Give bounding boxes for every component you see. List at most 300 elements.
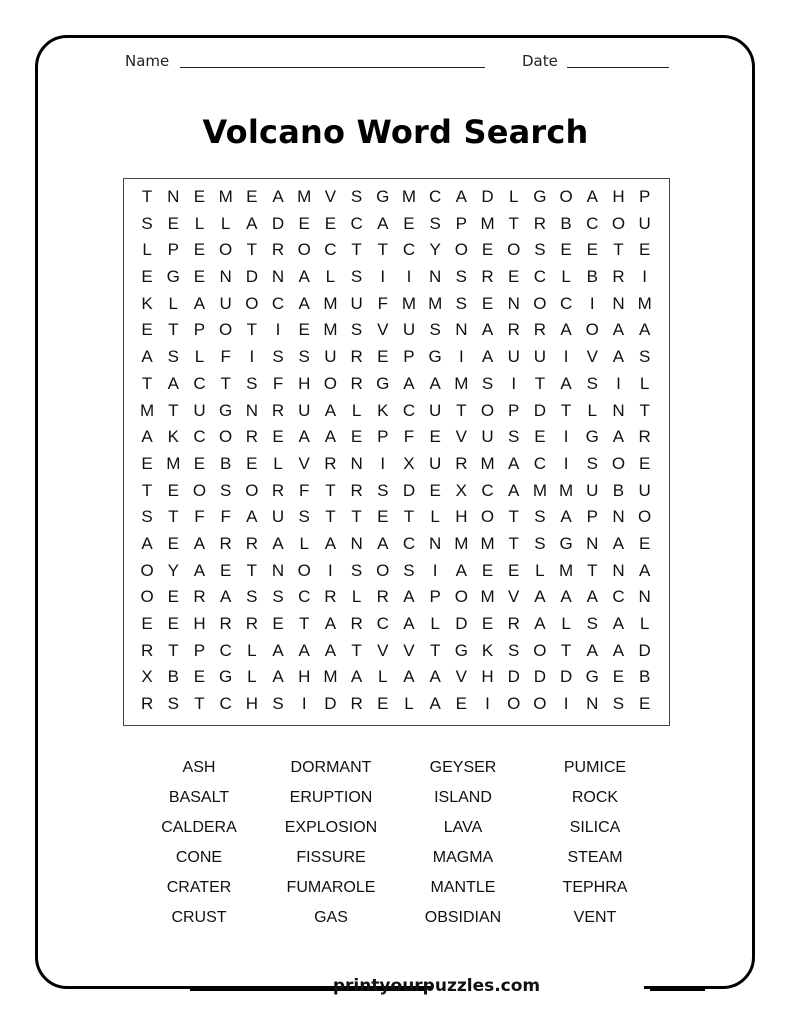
word-bank-item: ASH [182, 759, 216, 776]
grid-letter: L [378, 667, 388, 687]
grid-letter: A [377, 533, 389, 553]
grid-letter: A [246, 507, 258, 527]
grid-letter: V [324, 187, 337, 206]
grid-letter: O [297, 560, 311, 580]
grid-letter: A [586, 587, 598, 607]
grid-letter: T [299, 614, 310, 633]
word-bank-item: TEPHRA [562, 879, 628, 896]
word-bank-item: PUMICE [563, 759, 627, 776]
grid-letter: O [297, 240, 311, 260]
grid-letter: M [454, 533, 469, 553]
grid-letter: H [612, 187, 625, 206]
grid-letter: A [455, 560, 468, 580]
grid-letter: A [481, 320, 494, 340]
grid-letter: M [532, 480, 547, 500]
grid-letter: P [193, 640, 206, 660]
grid-letter: A [508, 453, 520, 473]
grid-letter: C [429, 187, 442, 206]
grid-letter: R [481, 267, 494, 287]
grid-letter: G [533, 187, 547, 206]
grid-letter: A [246, 213, 258, 233]
grid-letter: V [377, 640, 389, 660]
grid-letter: R [350, 347, 363, 367]
grid-letter: E [167, 533, 179, 553]
grid-letter: L [247, 667, 257, 687]
grid-letter: L [561, 267, 571, 287]
grid-letter: A [141, 533, 153, 553]
grid-letter: L [273, 453, 283, 473]
grid-letter: L [639, 373, 650, 393]
grid-letter: S [141, 507, 153, 527]
grid-letter: N [612, 400, 625, 420]
grid-letter: A [403, 587, 415, 607]
grid-letter: I [380, 267, 386, 287]
grid-letter: I [563, 427, 569, 447]
grid-letter: R [638, 427, 651, 447]
grid-letter: D [324, 694, 337, 714]
grid-letter: D [455, 614, 468, 633]
grid-letter: S [272, 587, 284, 607]
word-bank-item: ERUPTION [289, 789, 373, 806]
grid-letter: S [508, 427, 520, 447]
grid-letter: T [508, 507, 519, 527]
grid-letter: N [429, 533, 442, 553]
grid-letter: Y [167, 560, 179, 580]
grid-letter: O [611, 213, 626, 233]
grid-letter: R [271, 240, 285, 260]
grid-letter: N [219, 267, 232, 287]
grid-letter: E [141, 453, 153, 473]
grid-letter: E [246, 187, 258, 206]
grid-letter: F [377, 293, 388, 313]
grid-letter: E [429, 427, 441, 447]
grid-letter: A [508, 480, 520, 500]
grid-letter: R [612, 267, 625, 287]
grid-letter: N [612, 507, 625, 527]
grid-letter: I [563, 453, 569, 473]
grid-letter: P [377, 427, 389, 447]
grid-letter: S [219, 480, 232, 500]
grid-letter: K [167, 427, 179, 447]
grid-letter: D [271, 213, 285, 233]
grid-letter: S [167, 694, 179, 714]
grid-letter: P [193, 320, 206, 340]
grid-letter: C [481, 480, 494, 500]
word-bank-item: LAVA [443, 819, 483, 836]
grid-letter: F [194, 507, 205, 527]
grid-letter: V [403, 640, 415, 660]
grid-letter: G [454, 640, 468, 660]
grid-letter: O [245, 480, 259, 500]
grid-letter: T [508, 213, 519, 233]
grid-letter: R [350, 694, 363, 714]
grid-letter: T [168, 507, 179, 527]
grid-letter: U [402, 320, 416, 340]
grid-letter: S [350, 187, 363, 206]
grid-letter: S [350, 267, 363, 287]
grid-letter: D [533, 400, 547, 420]
grid-letter: C [219, 694, 232, 714]
grid-letter: A [324, 640, 337, 660]
word-bank-item: CRATER [166, 879, 232, 896]
grid-letter: D [402, 480, 416, 500]
grid-letter: T [168, 640, 179, 660]
grid-letter: O [376, 560, 390, 580]
grid-letter: E [193, 453, 206, 473]
grid-letter: A [429, 694, 441, 714]
word-bank-item: FISSURE [296, 849, 366, 866]
grid-letter: B [219, 453, 232, 473]
grid-letter: E [481, 560, 494, 580]
grid-letter: I [642, 267, 648, 287]
grid-letter: C [586, 213, 599, 233]
grid-letter: L [220, 213, 231, 233]
grid-letter: U [429, 400, 442, 420]
grid-letter: S [429, 213, 441, 233]
grid-letter: A [272, 533, 284, 553]
grid-letter: R [245, 533, 258, 553]
grid-letter: A [586, 640, 598, 660]
grid-letter: A [586, 187, 598, 206]
grid-letter: E [350, 427, 363, 447]
grid-letter: R [245, 427, 258, 447]
grid-letter: M [401, 187, 417, 206]
grid-letter: C [402, 400, 416, 420]
grid-letter: A [167, 373, 179, 393]
grid-letter: R [350, 614, 363, 633]
grid-letter: A [638, 560, 651, 580]
grid-letter: I [380, 453, 386, 473]
grid-letter: L [194, 347, 205, 367]
grid-letter: A [193, 533, 206, 553]
word-bank-item: DORMANT [290, 759, 372, 776]
grid-letter: L [194, 213, 205, 233]
grid-letter: V [508, 587, 520, 607]
grid-letter: L [561, 614, 571, 633]
grid-letter: B [586, 267, 598, 287]
grid-letter: T [560, 400, 572, 420]
grid-letter: A [612, 533, 625, 553]
grid-letter: T [168, 400, 179, 420]
grid-letter: S [246, 587, 258, 607]
grid-letter: N [586, 533, 599, 553]
grid-letter: O [507, 694, 521, 714]
grid-letter: I [563, 347, 569, 367]
grid-letter: U [350, 293, 363, 313]
grid-letter: T [560, 640, 572, 660]
grid-letter: M [140, 400, 155, 420]
grid-letter: R [455, 453, 468, 473]
grid-letter: O [638, 507, 652, 527]
grid-letter: M [637, 293, 652, 313]
grid-letter: C [193, 373, 206, 393]
word-bank-item: BASALT [168, 789, 230, 806]
grid-letter: O [611, 453, 626, 473]
grid-letter: F [220, 507, 231, 527]
word-bank-item: EXPLOSION [284, 819, 378, 836]
grid-letter: U [324, 347, 337, 367]
grid-letter: S [534, 507, 546, 527]
grid-letter: R [350, 373, 363, 393]
grid-letter: A [403, 614, 415, 633]
grid-letter: F [299, 480, 310, 500]
grid-letter: V [377, 320, 389, 340]
grid-letter: A [429, 667, 441, 687]
grid-letter: N [271, 560, 285, 580]
date-label: Date [522, 52, 558, 70]
grid-letter: H [481, 667, 494, 687]
grid-letter: R [350, 480, 363, 500]
grid-letter: I [589, 293, 595, 313]
grid-letter: S [272, 694, 284, 714]
grid-letter: E [272, 614, 284, 633]
grid-letter: E [481, 240, 494, 260]
grid-letter: R [219, 533, 232, 553]
grid-letter: O [192, 480, 207, 500]
grid-letter: S [455, 293, 468, 313]
grid-letter: E [193, 187, 206, 206]
grid-letter: G [559, 533, 573, 553]
grid-letter: T [587, 560, 598, 580]
grid-letter: E [481, 614, 494, 633]
grid-letter: E [272, 427, 284, 447]
grid-letter: A [455, 187, 468, 206]
word-bank-item: OBSIDIAN [424, 909, 502, 926]
grid-letter: A [324, 427, 337, 447]
grid-letter: T [246, 560, 258, 580]
grid-letter: M [480, 453, 495, 473]
grid-letter: T [351, 240, 362, 260]
grid-letter: L [404, 694, 414, 714]
grid-letter: A [612, 427, 625, 447]
grid-letter: C [402, 240, 416, 260]
grid-letter: E [141, 614, 153, 633]
grid-letter: E [141, 267, 153, 287]
grid-letter: I [275, 320, 281, 340]
grid-letter: O [454, 240, 468, 260]
grid-letter: A [298, 293, 310, 313]
grid-letter: O [480, 507, 495, 527]
grid-letter: S [298, 347, 310, 367]
grid-letter: V [298, 453, 310, 473]
grid-letter: E [403, 213, 415, 233]
grid-letter: R [193, 587, 206, 607]
word-bank [133, 756, 661, 936]
grid-letter: E [219, 560, 232, 580]
grid-letter: R [324, 453, 337, 473]
grid-letter: S [377, 480, 389, 500]
grid-letter: A [193, 560, 206, 580]
grid-letter: E [638, 453, 651, 473]
grid-letter: M [323, 667, 338, 687]
grid-letter: R [219, 614, 232, 633]
grid-letter: R [140, 694, 154, 714]
grid-letter: C [612, 587, 625, 607]
grid-letter: A [403, 667, 415, 687]
word-bank-item: CRUST [171, 909, 227, 926]
letter-grid [134, 184, 658, 718]
grid-letter: S [298, 507, 310, 527]
grid-letter: R [507, 320, 520, 340]
grid-letter: C [533, 267, 547, 287]
grid-letter: C [271, 293, 285, 313]
grid-letter: H [298, 667, 311, 687]
word-bank-item: MAGMA [432, 849, 494, 866]
grid-letter: A [377, 213, 389, 233]
grid-letter: A [612, 614, 625, 633]
grid-letter: O [140, 560, 154, 580]
grid-letter: O [140, 587, 154, 607]
grid-letter: D [533, 667, 547, 687]
grid-letter: T [613, 240, 624, 260]
grid-letter: L [639, 614, 650, 633]
grid-letter: H [245, 694, 258, 714]
grid-letter: T [456, 400, 467, 420]
grid-letter: A [272, 187, 284, 206]
grid-letter: E [508, 560, 520, 580]
grid-letter: A [272, 667, 284, 687]
grid-letter: E [612, 667, 625, 687]
grid-letter: N [429, 267, 442, 287]
grid-letter: O [219, 427, 233, 447]
grid-letter: L [142, 240, 152, 260]
grid-letter: U [219, 293, 232, 313]
grid-letter: A [141, 347, 153, 367]
grid-letter: A [403, 373, 415, 393]
word-bank-item: CONE [175, 849, 223, 866]
grid-letter: D [559, 667, 573, 687]
grid-letter: A [560, 507, 572, 527]
grid-letter: R [245, 614, 258, 633]
grid-letter: M [323, 320, 338, 340]
word-search-grid [123, 178, 670, 726]
grid-letter: I [458, 347, 464, 367]
grid-letter: K [377, 400, 389, 420]
grid-letter: C [324, 240, 337, 260]
grid-letter: I [432, 560, 438, 580]
grid-letter: I [406, 267, 412, 287]
grid-letter: S [350, 320, 363, 340]
grid-letter: E [508, 267, 520, 287]
grid-letter: S [141, 213, 153, 233]
grid-letter: G [585, 427, 599, 447]
grid-letter: B [167, 667, 179, 687]
grid-letter: B [638, 667, 651, 687]
grid-letter: A [324, 400, 337, 420]
grid-letter: B [612, 480, 625, 500]
grid-letter: C [533, 453, 547, 473]
grid-letter: A [560, 587, 572, 607]
grid-letter: I [485, 694, 490, 714]
grid-letter: Y [429, 240, 441, 260]
grid-letter: U [533, 347, 547, 367]
word-bank-item: GAS [314, 909, 348, 926]
grid-letter: M [297, 187, 312, 206]
grid-letter: N [638, 587, 651, 607]
grid-letter: K [481, 640, 494, 660]
grid-letter: O [559, 187, 573, 206]
grid-letter: A [298, 267, 310, 287]
grid-letter: P [403, 347, 415, 367]
grid-letter: P [167, 240, 179, 260]
grid-letter: I [301, 694, 307, 714]
grid-letter: A [272, 640, 284, 660]
grid-letter: T [639, 400, 650, 420]
grid-letter: O [219, 240, 233, 260]
grid-letter: G [376, 187, 390, 206]
name-label: Name [125, 52, 170, 70]
grid-letter: P [455, 213, 468, 233]
grid-letter: S [508, 640, 520, 660]
grid-letter: O [585, 320, 599, 340]
grid-letter: A [429, 373, 441, 393]
grid-letter: O [454, 587, 468, 607]
grid-letter: S [246, 373, 258, 393]
grid-letter: E [638, 240, 651, 260]
grid-letter: G [219, 667, 233, 687]
grid-letter: E [377, 694, 389, 714]
grid-letter: M [559, 480, 574, 500]
grid-letter: C [559, 293, 573, 313]
grid-letter: G [376, 373, 390, 393]
grid-letter: C [402, 533, 416, 553]
grid-letter: S [534, 240, 546, 260]
site-credit: printyourpuzzles.com [332, 976, 541, 996]
grid-letter: A [298, 427, 310, 447]
grid-letter: S [481, 373, 494, 393]
grid-letter: T [351, 507, 362, 527]
word-bank-item: FUMAROLE [286, 879, 376, 896]
grid-letter: O [533, 694, 547, 714]
grid-letter: V [586, 347, 598, 367]
grid-letter: E [246, 453, 258, 473]
grid-letter: C [298, 587, 311, 607]
grid-letter: S [586, 373, 598, 393]
grid-letter: S [586, 453, 598, 473]
grid-letter: A [612, 640, 625, 660]
grid-letter: O [507, 240, 521, 260]
grid-letter: E [193, 240, 206, 260]
grid-letter: S [534, 533, 546, 553]
grid-letter: M [480, 213, 495, 233]
grid-letter: R [271, 400, 285, 420]
grid-letter: A [298, 640, 310, 660]
word-bank-item: SILICA [569, 819, 621, 836]
grid-letter: D [245, 267, 258, 287]
date-field-line [567, 67, 669, 68]
grid-letter: G [219, 400, 233, 420]
grid-letter: T [534, 373, 546, 393]
grid-letter: T [508, 533, 519, 553]
grid-letter: E [167, 213, 179, 233]
grid-letter: E [167, 614, 179, 633]
grid-letter: T [220, 373, 231, 393]
grid-letter: M [401, 293, 417, 313]
grid-letter: L [325, 267, 336, 287]
grid-letter: E [481, 293, 494, 313]
grid-letter: G [428, 347, 442, 367]
grid-letter: R [324, 587, 337, 607]
grid-letter: S [167, 347, 179, 367]
grid-letter: P [638, 187, 651, 206]
grid-letter: E [193, 667, 206, 687]
grid-letter: C [219, 640, 232, 660]
grid-letter: U [298, 400, 311, 420]
grid-letter: X [455, 480, 468, 500]
grid-letter: N [350, 533, 363, 553]
grid-letter: S [403, 560, 415, 580]
grid-letter: A [481, 347, 494, 367]
